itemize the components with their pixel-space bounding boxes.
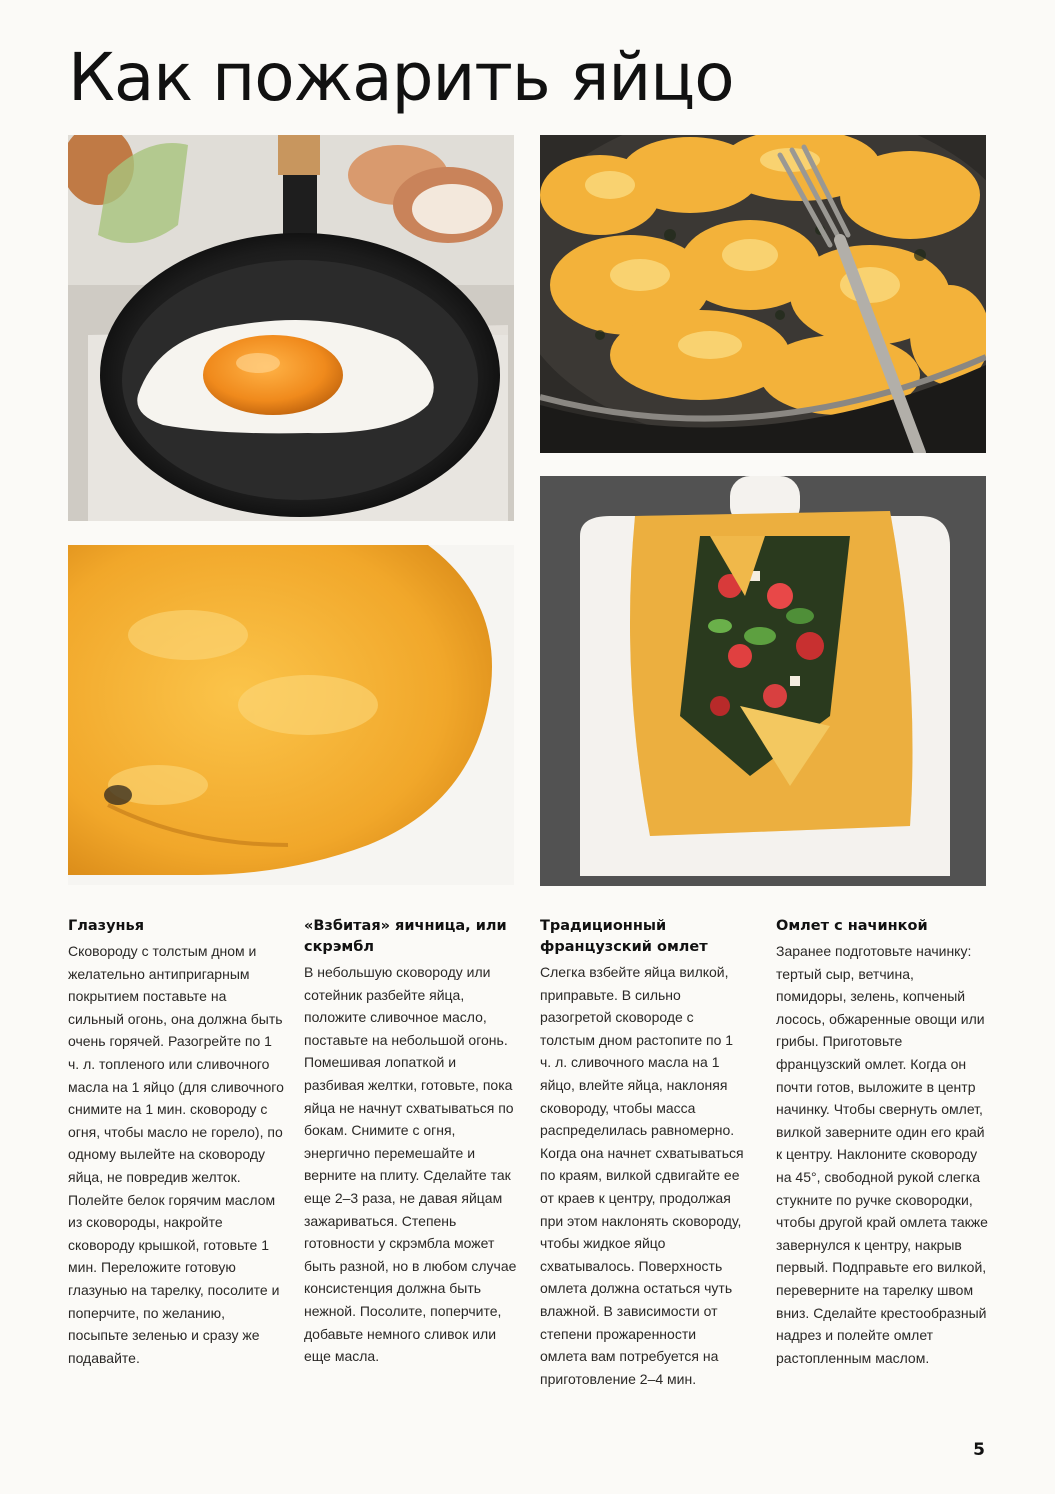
section-body: В небольшую сковороду или сотейник разбейте яйца, положите сливочное масло, поставьте на небольшой огонь. Помешивая лопаткой и разбивая желтки, готовьте, пока яйца не начнут схватываться по бокам. Снимите с огня, энергично перемешайте и верните на плиту. Сделайте так еще 2–3 раза, не давая яйцам зажариваться. Степень готовности у скрэмбла может быть разной, но в любом случае консистенция должна быть нежной. Посолите, поперчите, добавьте немного сливок или еще масла.: [304, 964, 517, 1365]
section-heading: Традиционный французский омлет: [540, 918, 708, 955]
section-heading: «Взбитая» яичница, или скрэмбл: [304, 918, 507, 955]
section-scramble: [304, 916, 518, 1368]
section-stuffed-omelet: [776, 916, 988, 1369]
section-body: Слегка взбейте яйца вилкой, приправьте. В сильно разогретой сковороде с толстым дном растопите по 1 ч. л. сливочного масла на 1 яйцо, влейте яйца, наклоняя сковороду, чтобы масса распределилась равномерно. Когда она начнет схватываться по краям, вилкой сдвигайте ее от краев к центру, продолжая при этом наклонять сковороду, чтобы жидкое яйцо схватывалось. Поверхность омлета должна остаться чуть влажной. В зависимости от степени прожаренности омлета вам потребуется на приготовление 2–4 мин.: [540, 964, 744, 1387]
page-title: Как пожарить яйцо: [68, 39, 734, 116]
section-body: Сковороду с толстым дном и желательно антипригарным покрытием поставьте на сильный огонь, она должна быть очень горячей. Разогрейте по 1 ч. л. топленого или сливочного масла на 1 яйцо (для сливочного снимите на 1 мин. сковороду с огня, чтобы масло не горело), по одному вылейте на сковороду яйца, не повредив желток. Полейте белок горячим маслом из сковороды, накройте сковороду крышкой, готовьте 1 мин. Переложите готовую глазунью на тарелку, посолите и поперчите, по желанию, посыпьте зеленью и сразу же подавайте.: [68, 943, 284, 1366]
fried-egg-photo: [68, 135, 514, 521]
section-fried-egg: [68, 916, 286, 1369]
page-number: 5: [973, 1440, 985, 1460]
section-body: Заранее подготовьте начинку: тертый сыр, ветчина, помидоры, зелень, копченый лосось, обжаренные овощи или грибы. Приготовьте французский омлет. Когда он почти готов, выложите в центр начинку. Чтобы свернуть омлет, вилкой заверните один его край к центру. Наклоните сковороду на 45°, свободной рукой слегка стукните по ручке сковородки, чтобы другой край омлета также завернулся к центру, накрыв первый. Подправьте его вилкой, переверните на тарелку швом вниз. Сделайте крестообразный надрез и полейте омлет растопленным маслом.: [776, 943, 988, 1366]
section-heading: Омлет с начинкой: [776, 918, 928, 934]
stuffed-omelet-photo: [540, 476, 986, 886]
section-heading: Глазунья: [68, 918, 145, 934]
section-french-omelet: [540, 916, 744, 1390]
french-omelet-photo: [68, 545, 514, 885]
scrambled-eggs-photo: [540, 135, 986, 453]
